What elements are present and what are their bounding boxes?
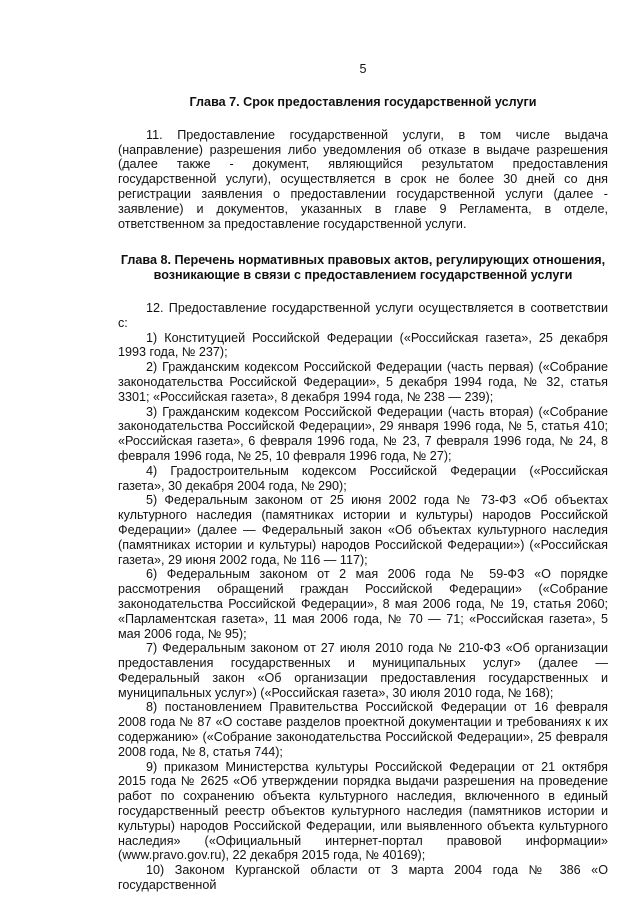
chapter-8-intro: 12. Предоставление государственной услуги осуществляется в соответствии с: (118, 300, 608, 330)
chapter-7-paragraph: 11. Предоставление государственной услуги, в том числе выдача (направление) разрешения либо уведомления об отказе в выдаче разрешения (далее также - документ, являющийся результатом предоставления государственной услуги), осуществляется в срок не более 30 дней со дня регистрации заявления о предоставлении государственной услуги (далее - заявление) и документов, указанных в главе 9 Регламента, в отделе, ответственном за предоставление государственной услуги. (118, 127, 608, 231)
chapter-7-title: Глава 7. Срок предоставления государственной услуги (189, 95, 537, 109)
list-item-9: 9) приказом Министерства культуры Российской Федерации от 21 октября 2015 года № 2625 «Об утверждении порядка выдачи разрешения на проведение работ по сохранению объекта культурного наследия, включенного в единый государственный реестр объектов культурного наследия (памятников истории и культуры) народов Российской Федерации, или выявленного объекта культурного наследия» («Официальный интернет-портал правовой информации» (www.pravo.gov.ru), 22 декабря 2015 года, № 40169); (118, 759, 608, 863)
list-item-7: 7) Федеральным законом от 27 июля 2010 года № 210-ФЗ «Об организации предоставления государственных и муниципальных услуг» (далее — Федеральный закон «Об организации предоставления государственных и муниципальных услуг») («Российская газета», 30 июля 2010 года, № 168); (118, 641, 608, 700)
chapter-8-title-line-1: Глава 8. Перечень нормативных правовых актов, регулирующих отношения, (120, 253, 606, 268)
list-item-5: 5) Федеральным законом от 25 июня 2002 года № 73-ФЗ «Об объектах культурного наследия (памятниках истории и культуры) народов Российской Федерации» (далее — Федеральный закон «Об объектах культурного наследия (памятниках истории и культуры) народов Российской Федерации») («Российская газета», 29 июня 2002 года, № 116 — 117); (118, 493, 608, 567)
list-item-1: 1) Конституцией Российской Федерации («Российская газета», 25 декабря 1993 года, № 237); (118, 330, 608, 360)
page-number: 5 (359, 62, 367, 76)
document-page (118, 62, 608, 893)
list-item-6: 6) Федеральным законом от 2 мая 2006 года № 59-ФЗ «О порядке рассмотрения обращений граждан Российской Федерации» («Собрание законодательства Российской Федерации», 8 мая 2006 года, № 19, статья 2060; «Парламентская газета», 11 мая 2006 года, № 70 — 71; «Российская газета», 5 мая 2006 года, № 95); (118, 567, 608, 641)
list-item-10: 10) Законом Курганской области от 3 марта 2004 года № 386 «О государственной (118, 863, 608, 893)
list-item-4: 4) Градостроительным кодексом Российской Федерации («Российская газета», 30 декабря 2004 года, № 290); (118, 463, 608, 493)
list-item-2: 2) Гражданским кодексом Российской Федерации (часть первая) («Собрание законодательства Российской Федерации», 5 декабря 1994 года, № 32, статья 3301; «Российская газета», 8 декабря 1994 года, № 238 — 239); (118, 360, 608, 404)
list-item-3: 3) Гражданским кодексом Российской Федерации (часть вторая) («Собрание законодательства Российской Федерации», 29 января 1996 года, № 5, статья 410; «Российская газета», 6 февраля 1996 года, № 23, 7 февраля 1996 года, № 24, 8 февраля 1996 года, № 25, 10 февраля 1996 года, № 27); (118, 404, 608, 463)
list-item-8: 8) постановлением Правительства Российской Федерации от 16 февраля 2008 года № 87 «О составе разделов проектной документации и требованиях к их содержанию» («Собрание законодательства Российской Федерации», 25 февраля 2008 года, № 8, статья 744); (118, 700, 608, 759)
chapter-8-title (118, 253, 608, 283)
chapter-8-title-line-2: возникающие в связи с предоставлением государственной услуги (153, 268, 573, 283)
